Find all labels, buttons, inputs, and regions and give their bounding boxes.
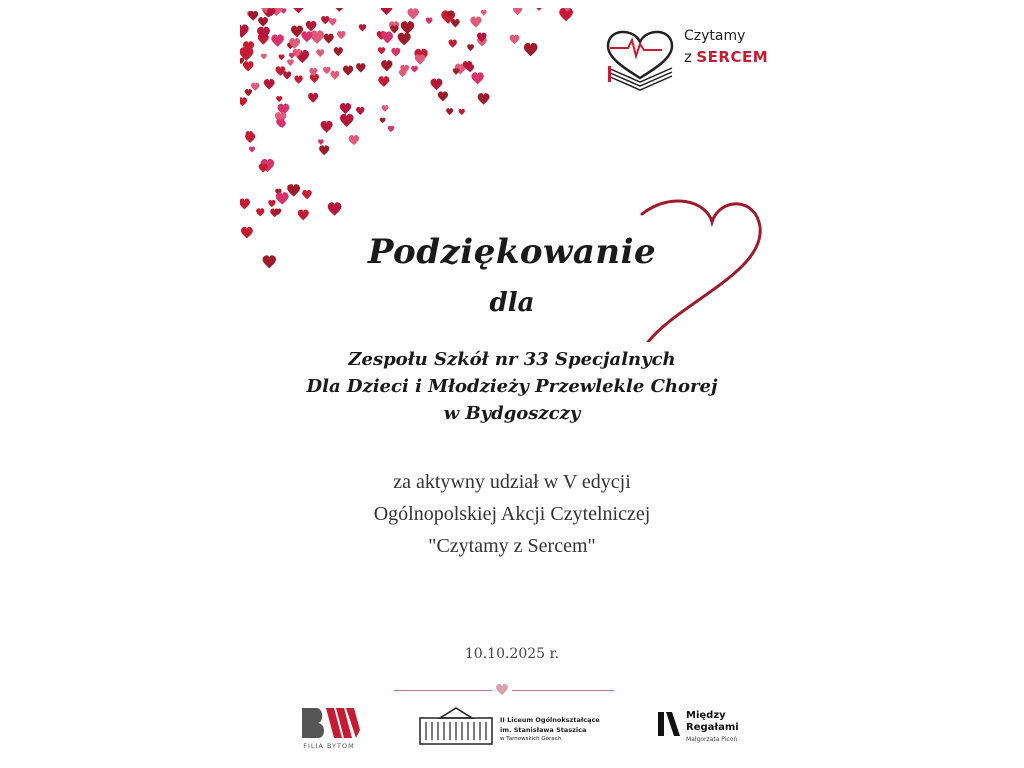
scatter-heart-icon bbox=[292, 8, 306, 13]
school-building-icon bbox=[418, 706, 494, 746]
scatter-heart-icon bbox=[328, 202, 342, 215]
scatter-heart-icon bbox=[401, 21, 414, 34]
scatter-heart-icon bbox=[294, 75, 302, 83]
scatter-heart-icon bbox=[340, 103, 351, 114]
heart-book-icon bbox=[600, 22, 680, 92]
scatter-heart-icon bbox=[251, 83, 259, 91]
logo-line2 bbox=[684, 48, 768, 66]
scatter-heart-icon bbox=[378, 76, 389, 87]
scatter-heart-icon bbox=[243, 61, 254, 71]
scatter-heart-icon bbox=[388, 126, 395, 132]
miedzy-regalami-logo bbox=[656, 708, 746, 748]
scatter-heart-icon bbox=[268, 200, 275, 207]
scatter-heart-icon bbox=[334, 47, 343, 56]
books-icon bbox=[656, 708, 684, 738]
scatter-heart-icon bbox=[298, 209, 309, 220]
recipient-line-3: w Bydgoszczy bbox=[443, 403, 581, 424]
scatter-heart-icon bbox=[359, 24, 367, 31]
date-label: 10.10.2025 r. bbox=[464, 646, 560, 662]
scatter-heart-icon bbox=[319, 145, 329, 155]
scatter-heart-icon bbox=[271, 34, 284, 46]
scatter-heart-icon bbox=[249, 147, 255, 153]
logo-line2-prefix: z bbox=[684, 48, 693, 66]
scatter-heart-icon bbox=[276, 192, 289, 205]
body-line-1: za aktywny udział w V edycji bbox=[393, 471, 631, 493]
dla-label: dla bbox=[489, 288, 535, 318]
liceum-logo bbox=[418, 706, 608, 750]
scatter-heart-icon bbox=[324, 34, 334, 44]
scatter-heart-icon bbox=[340, 114, 354, 127]
scatter-heart-icon bbox=[510, 35, 520, 45]
recipient-line-1: Zespołu Szkół nr 33 Specjalnych bbox=[348, 349, 676, 370]
logo-line1: Czytamy bbox=[684, 28, 746, 44]
scatter-heart-icon bbox=[407, 8, 419, 19]
scatter-heart-icon bbox=[321, 16, 329, 24]
logo-line2-main: SERCEM bbox=[696, 48, 769, 66]
divider-right bbox=[512, 690, 614, 691]
divider-left bbox=[394, 690, 492, 691]
scatter-heart-icon bbox=[240, 24, 249, 37]
body-line-3: "Czytamy z Sercem" bbox=[428, 535, 596, 557]
scatter-heart-icon bbox=[391, 48, 400, 57]
scatter-heart-icon bbox=[343, 66, 353, 76]
scatter-heart-icon bbox=[323, 67, 331, 74]
scatter-heart-icon bbox=[302, 190, 312, 199]
scatter-heart-icon bbox=[278, 54, 284, 60]
scatter-heart-icon bbox=[459, 109, 465, 115]
scatter-heart-icon bbox=[467, 44, 474, 51]
small-heart-icon bbox=[494, 681, 510, 697]
scatter-heart-icon bbox=[287, 184, 300, 197]
scatter-heart-icon bbox=[329, 18, 337, 26]
scatter-heart-icon bbox=[513, 8, 522, 15]
bw-mark-icon bbox=[296, 706, 362, 740]
scatter-heart-icon bbox=[321, 121, 333, 133]
scatter-heart-icon bbox=[289, 53, 295, 59]
liceum-line-2: im. Stanisława Staszica bbox=[500, 726, 587, 734]
scatter-heart-icon bbox=[283, 71, 291, 79]
scatter-heart-icon bbox=[258, 17, 268, 27]
filia-bytom-logo bbox=[296, 706, 362, 754]
scatter-heart-icon bbox=[356, 107, 364, 115]
scatter-heart-icon bbox=[431, 79, 443, 91]
scatter-heart-icon bbox=[411, 66, 418, 73]
scatter-heart-icon bbox=[382, 105, 389, 112]
recipient-line-2: Dla Dzieci i Młodzieży Przewlekle Chorej bbox=[306, 376, 718, 397]
scatter-heart-icon bbox=[471, 72, 483, 84]
scatter-heart-icon bbox=[446, 108, 453, 115]
scatter-heart-icon bbox=[276, 96, 282, 102]
liceum-line-3: w Tarnowskich Górach bbox=[500, 736, 562, 742]
scatter-heart-icon bbox=[287, 59, 294, 66]
scatter-heart-icon bbox=[448, 39, 456, 47]
scatter-heart-icon bbox=[333, 8, 345, 12]
scatter-heart-icon bbox=[481, 10, 487, 16]
miedzy-line-2: Regałami bbox=[686, 722, 739, 733]
certificate-title: Podziękowanie bbox=[367, 232, 657, 272]
scatter-heart-icon bbox=[398, 33, 411, 46]
scatter-heart-icon bbox=[536, 8, 543, 11]
liceum-line-1: II Liceum Ogólnokształcące bbox=[500, 716, 600, 724]
scatter-heart-icon bbox=[301, 31, 312, 42]
scatter-heart-icon bbox=[451, 19, 460, 27]
scatter-heart-icon bbox=[426, 17, 433, 24]
scatter-heart-icon bbox=[240, 97, 247, 106]
scatter-heart-icon bbox=[318, 139, 324, 145]
miedzy-sub: Małgorzata Picoń bbox=[686, 736, 738, 743]
body-line-2: Ogólnopolskiej Akcji Czytelniczej bbox=[373, 503, 651, 525]
scatter-heart-icon bbox=[310, 74, 319, 83]
scatter-heart-icon bbox=[478, 93, 490, 105]
scatter-heart-icon bbox=[245, 89, 252, 96]
scatter-heart-icon bbox=[306, 21, 317, 32]
scatter-heart-icon bbox=[380, 118, 386, 124]
miedzy-line-1: Między bbox=[686, 710, 726, 721]
scatter-heart-icon bbox=[240, 199, 250, 210]
scatter-heart-icon bbox=[381, 60, 392, 71]
scatter-heart-icon bbox=[264, 79, 275, 90]
filia-bytom-text: FILIA BYTOM bbox=[303, 742, 355, 750]
scatter-heart-icon bbox=[261, 54, 267, 60]
czytamy-z-sercem-logo bbox=[600, 22, 769, 92]
scatter-heart-icon bbox=[291, 25, 303, 37]
scatter-heart-icon bbox=[337, 31, 346, 39]
scatter-heart-icon bbox=[438, 91, 448, 101]
scatter-heart-icon bbox=[349, 135, 359, 145]
scatter-heart-icon bbox=[470, 17, 481, 28]
scatter-heart-icon bbox=[378, 47, 385, 54]
scatter-heart-icon bbox=[256, 208, 264, 216]
scatter-heart-icon bbox=[308, 93, 318, 103]
scatter-heart-icon bbox=[330, 71, 339, 80]
scatter-heart-icon bbox=[356, 63, 366, 72]
scatter-heart-icon bbox=[524, 43, 538, 56]
scatter-heart-icon bbox=[316, 49, 324, 57]
scatter-heart-icon bbox=[380, 8, 392, 15]
scatter-heart-icon bbox=[310, 30, 324, 44]
